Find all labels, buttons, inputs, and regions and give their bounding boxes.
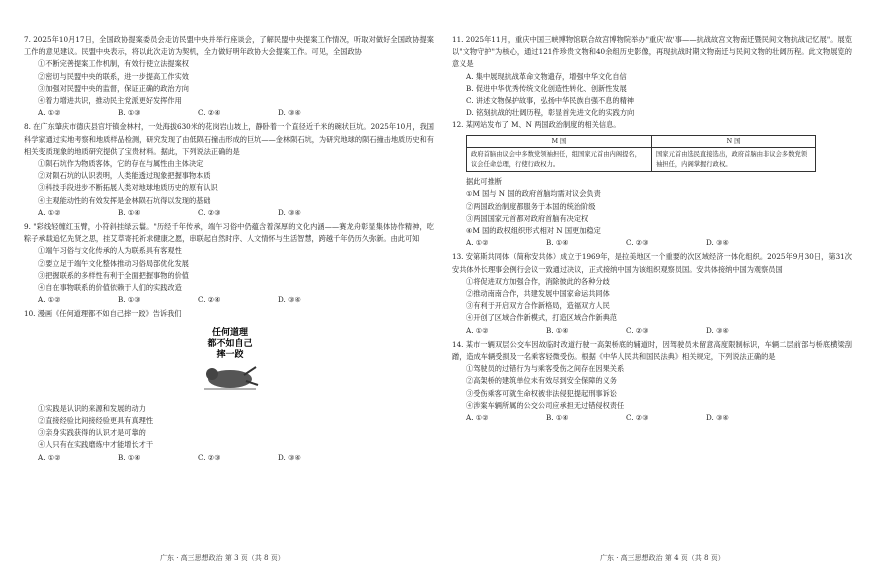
option: ③受伤乘客可就生命权被非法侵犯提起刑事诉讼 bbox=[466, 388, 617, 398]
answer-choices bbox=[466, 412, 852, 424]
choice-a: A. ①② bbox=[38, 108, 61, 118]
choice-d: D. ③④ bbox=[278, 295, 301, 305]
choice-b: B. ①④ bbox=[546, 412, 569, 422]
choice-c: C. ②③ bbox=[626, 325, 649, 335]
choice-d: D. ③④ bbox=[706, 325, 729, 335]
option: ③两国国家元首都对政府首脑有决定权 bbox=[466, 213, 589, 223]
option: ②推动南南合作，共建发展中国家命运共同体 bbox=[466, 288, 610, 298]
option: ①将促进双方加强合作，消除彼此的各种分歧 bbox=[466, 276, 610, 286]
question-11 bbox=[452, 34, 852, 119]
choice-b: B. ①④ bbox=[118, 207, 141, 217]
question-13 bbox=[452, 251, 852, 336]
choice-c: C. ②③ bbox=[198, 207, 221, 217]
question-8 bbox=[24, 121, 434, 219]
choice-b: B. ①③ bbox=[118, 108, 141, 118]
choice-d: D. ③④ bbox=[278, 452, 301, 462]
question-stem: 14. 某市一辆双层公交车因故临时改道行驶一高架桥底的辅道时，因驾驶员未留意高度限制标识，车辆二层前部与桥底横梁刮蹭，造成车辆受损及一名乘客轻微受伤。根据《中华人民共和国民法典》相关规定，下列说法正确的是 bbox=[452, 339, 852, 361]
option: ②要立足于端午文化整体推动习俗局部优化发展 bbox=[38, 258, 189, 268]
option: D. 铭刻抗战的壮阔历程，彰显首先进文化的实践方向 bbox=[466, 108, 635, 118]
option: ③有利于开启双方合作新格局，造福双方人民 bbox=[466, 301, 610, 311]
right-column bbox=[452, 34, 852, 426]
option: ④主观能动性的有效发挥是金林陨石坑得以发现的基础 bbox=[38, 195, 211, 205]
option: A. 集中展现抗战革命文物遗存，增强中华文化自信 bbox=[466, 71, 627, 81]
choice-a: A. ①② bbox=[38, 295, 61, 305]
option: ①不断完善提案工作机制，有效行使立法提案权 bbox=[38, 59, 189, 69]
choice-c: C. ②③ bbox=[626, 412, 649, 422]
question-stem: 9. "彩线轻缠红玉臂，小符斜挂绿云鬟。"历经千年传承，端午习俗中仍蕴含着深厚的文化内涵——赛龙舟彰显集体协作精神，吃粽子承载追忆先贤之思，挂艾草寄托祈求健康之愿，串联起自然时序、人文情怀与生活智慧，跨越千年仍历久弥新。由此可知 bbox=[24, 222, 434, 244]
page-footer-right: 广东 · 高三思想政治 第 4 页（共 8 页） bbox=[600, 554, 725, 562]
choice-c: C. ②④ bbox=[198, 295, 221, 305]
table-header: M 国 bbox=[467, 135, 652, 148]
table-header: N 国 bbox=[651, 135, 815, 148]
option: ③科技手段进步不断拓展人类对地球地质历史的原有认识 bbox=[38, 183, 218, 193]
answer-choices bbox=[38, 107, 434, 119]
answer-choices bbox=[38, 207, 434, 219]
option: ④人只有在实践磨炼中才能增长才干 bbox=[38, 440, 154, 450]
cartoon-image bbox=[194, 323, 266, 395]
info-table bbox=[466, 135, 816, 173]
choice-b: B. ①④ bbox=[546, 238, 569, 248]
option: ①陨石坑作为物质客体，它的存在与属性由主体决定 bbox=[38, 159, 204, 169]
option: C. 讲述文物保护故事，弘扬中华民族自强不息的精神 bbox=[466, 96, 634, 106]
option: ④开创了区域合作新模式，打造区域合作新典范 bbox=[466, 313, 617, 323]
answer-choices bbox=[38, 452, 434, 464]
option: ②高架桥的建筑单位未有效尽到安全保障的义务 bbox=[466, 376, 617, 386]
question-stem: 13. 安第斯共同体（简称安共体）成立于1969年，是拉美地区一个重要的次区域经济一体化组织。2025年9月30日，第31次安共体外长理事会例行会议一致通过决议，正式接纳中国为该组织观察员国。安共体接纳中国为观察员国 bbox=[452, 252, 852, 274]
choice-b: B. ①③ bbox=[118, 295, 141, 305]
option: ④M 国的政权组织形式相对 N 国更加稳定 bbox=[466, 225, 601, 235]
option: ②两国政治制度都服务于本国的统治阶级 bbox=[466, 201, 596, 211]
question-12 bbox=[452, 119, 852, 249]
cartoon-text-line: 都不如自己 bbox=[207, 338, 253, 349]
option: ③加强对民盟中央的监督，保证正确的政治方向 bbox=[38, 83, 189, 93]
option: ③亲身实践获得的认识才是可靠的 bbox=[38, 428, 146, 438]
choice-c: C. ②③ bbox=[626, 238, 649, 248]
option: ①驾驶员的过错行为与乘客受伤之间存在因果关系 bbox=[466, 364, 625, 374]
choice-a: A. ①② bbox=[38, 207, 61, 217]
page-footer-left: 广东 · 高三思想政治 第 3 页（共 8 页） bbox=[160, 554, 285, 562]
cartoon-text-line: 任何道理 bbox=[211, 327, 249, 338]
option: B. 促进中华优秀传统文化创造性转化、创新性发展 bbox=[466, 83, 627, 93]
option: ①实践是认识的来源和发展的动力 bbox=[38, 403, 146, 413]
option: ①M 国与 N 国的政府首脑均需对议会负责 bbox=[466, 189, 601, 199]
fallen-figure-head bbox=[206, 368, 218, 380]
left-column bbox=[24, 34, 434, 466]
answer-choices bbox=[466, 237, 852, 249]
choice-b: B. ①④ bbox=[118, 452, 141, 462]
option: ①端午习俗与文化传承的人为联系具有客观性 bbox=[38, 246, 182, 256]
cartoon-text-line: 摔一跤 bbox=[216, 349, 244, 360]
question-14 bbox=[452, 339, 852, 424]
answer-choices bbox=[38, 294, 434, 306]
option: ②直接经验比间接经验更具有真理性 bbox=[38, 416, 154, 426]
question-10 bbox=[24, 308, 434, 463]
choice-d: D. ③④ bbox=[278, 108, 301, 118]
choice-d: D. ③④ bbox=[706, 238, 729, 248]
option: ②对陨石坑的认识表明，人类能透过现象把握事物本质 bbox=[38, 171, 211, 181]
choice-a: A. ①② bbox=[38, 452, 61, 462]
table-cell: 国家元首由选民直接选出，政府首脑由非议会多数党领袖担任，内阁掌握行政权。 bbox=[651, 148, 815, 172]
question-stem: 12. 某网站发布了 M、N 两国政治制度的相关信息。 bbox=[452, 120, 621, 130]
question-stem: 8. 在广东肇庆市德庆县官圩镇金林村，一处海拔630米的花岗岩山坡上，静卧着一个直径近千米的碗状巨坑。2025年10月，我国科学家通过实地考察和地质样品检测，研究发现了由低陨石撞击形成的巨坑——金林陨石坑，为研究地球的陨石撞击地质历史和有相关变质现象的地质研究提供了宝贵材料。据此，下列说法正确的是 bbox=[24, 122, 434, 156]
choice-d: D. ③④ bbox=[706, 412, 729, 422]
choice-c: C. ②④ bbox=[198, 108, 221, 118]
option: ④涉案车辆所属的公交公司应承担无过错侵权责任 bbox=[466, 400, 625, 410]
question-stem: 11. 2025年11月，重庆中国三峡博物馆联合故宫博物院举办"重庆'故'事——抗战故宫文物南迁暨民间文物抗战记忆展"。展览以"文物守护"为核心，通过121件珍贵文物和40余组历史影像，再现抗战时期文物南迁与民间文物的壮阔历程。此文物展览的意义是 bbox=[452, 35, 852, 69]
table-cell: 政府首脑由议会中多数党领袖担任，组国家元首由内阁提名，议会任命总理，行使行政权力。 bbox=[467, 148, 652, 172]
choice-c: C. ②③ bbox=[198, 452, 221, 462]
option: ④着力增进共识，推动民主党派更好发挥作用 bbox=[38, 96, 182, 106]
answer-choices bbox=[466, 325, 852, 337]
option: ②密切与民盟中央的联系，进一步提高工作实效 bbox=[38, 71, 189, 81]
choice-b: B. ①④ bbox=[546, 325, 569, 335]
question-9 bbox=[24, 221, 434, 306]
question-stem: 7. 2025年10月17日，全国政协提案委员会走访民盟中央并举行座谈会，了解民盟中央提案工作情况，听取对做好全国政协提案工作的意见建议。民盟中央表示，将以此次走访为契机，全力做好明年政协大会提案工作。可见，全国政协 bbox=[24, 35, 434, 57]
choice-d: D. ③④ bbox=[278, 207, 301, 217]
question-lead: 据此可推断 bbox=[466, 177, 502, 187]
choice-a: A. ①② bbox=[466, 238, 489, 248]
option: ③把握联系的多样性有利于全面把握事物的价值 bbox=[38, 270, 189, 280]
question-stem: 10. 漫画《任何道理都不如自己摔一跤》告诉我们 bbox=[24, 309, 182, 319]
choice-a: A. ①② bbox=[466, 325, 489, 335]
choice-a: A. ①② bbox=[466, 412, 489, 422]
question-7 bbox=[24, 34, 434, 119]
option: ④自在事物联系的价值依赖于人们的实践改造 bbox=[38, 283, 182, 293]
